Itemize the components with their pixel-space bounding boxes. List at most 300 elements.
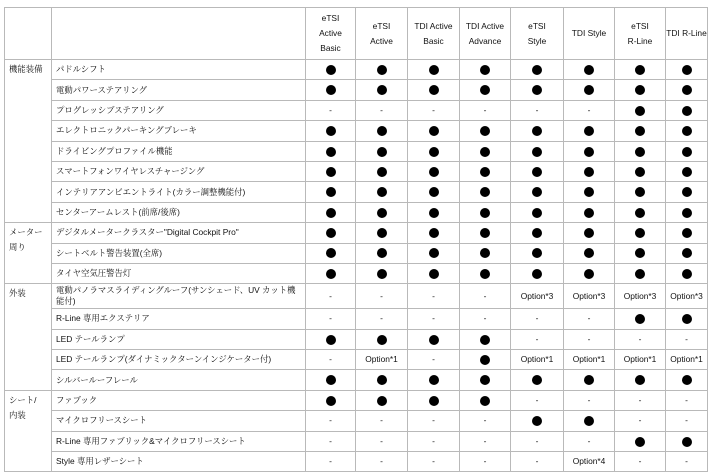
availability-cell <box>564 370 615 390</box>
not-available-cell <box>615 390 666 410</box>
not-available-cell <box>460 431 511 451</box>
table-row <box>5 370 708 390</box>
not-available-cell <box>511 329 564 349</box>
table-row <box>5 243 708 263</box>
standard-dot-icon <box>635 65 645 75</box>
option-text: Option*3 <box>670 290 703 301</box>
table-row <box>5 161 708 181</box>
standard-dot-icon <box>326 187 336 197</box>
option-cell <box>564 350 615 370</box>
standard-dot-icon <box>584 65 594 75</box>
standard-dot-icon <box>584 248 594 258</box>
column-header-3 <box>460 8 511 60</box>
dash-text: - <box>535 333 539 344</box>
availability-cell <box>615 121 666 141</box>
feature-name-cell: センターアームレスト(前席/後席) <box>52 202 306 222</box>
option-text: Option*1 <box>365 354 398 365</box>
standard-dot-icon <box>635 314 645 324</box>
option-text: Option*1 <box>670 354 703 365</box>
standard-dot-icon <box>532 85 542 95</box>
dash-text: - <box>380 456 383 467</box>
standard-dot-icon <box>532 375 542 385</box>
not-available-cell <box>460 452 511 472</box>
availability-cell <box>615 263 666 283</box>
standard-dot-icon <box>429 85 439 95</box>
dash-text: - <box>380 313 383 324</box>
availability-cell <box>356 121 408 141</box>
availability-cell <box>408 223 460 243</box>
availability-cell <box>564 411 615 431</box>
column-header-line: Advance <box>468 35 502 46</box>
availability-cell <box>666 161 708 181</box>
dash-text: - <box>638 333 642 344</box>
standard-dot-icon <box>429 147 439 157</box>
option-cell <box>666 350 708 370</box>
standard-dot-icon <box>326 335 336 345</box>
not-available-cell <box>408 411 460 431</box>
not-available-cell <box>356 411 408 431</box>
not-available-cell <box>511 309 564 329</box>
dash-text: - <box>587 313 591 324</box>
availability-cell <box>666 223 708 243</box>
option-cell <box>666 284 708 309</box>
standard-dot-icon <box>584 167 594 177</box>
availability-cell <box>666 100 708 120</box>
availability-cell <box>511 121 564 141</box>
not-available-cell <box>408 350 460 370</box>
availability-cell <box>306 121 356 141</box>
column-header-line: TDI Active <box>465 20 505 31</box>
availability-cell <box>460 370 511 390</box>
standard-dot-icon <box>682 85 692 95</box>
availability-cell <box>564 80 615 100</box>
column-header-6 <box>615 8 666 60</box>
availability-cell <box>408 121 460 141</box>
column-header-line: eTSI <box>631 20 649 31</box>
not-available-cell <box>615 329 666 349</box>
standard-dot-icon <box>532 416 542 426</box>
dash-text: - <box>535 104 539 115</box>
table-row <box>5 350 708 370</box>
not-available-cell <box>666 390 708 410</box>
availability-cell <box>356 370 408 390</box>
availability-cell <box>408 141 460 161</box>
availability-cell <box>460 80 511 100</box>
standard-dot-icon <box>682 208 692 218</box>
not-available-cell <box>306 431 356 451</box>
feature-name-cell: ファブック <box>52 390 306 410</box>
feature-name-cell: タイヤ空気圧警告灯 <box>52 263 306 283</box>
not-available-cell <box>408 309 460 329</box>
standard-dot-icon <box>480 248 490 258</box>
standard-dot-icon <box>682 437 692 447</box>
column-header-line: Basic <box>320 43 341 53</box>
availability-cell <box>511 182 564 202</box>
availability-cell <box>408 161 460 181</box>
availability-cell <box>356 329 408 349</box>
standard-dot-icon <box>635 85 645 95</box>
availability-cell <box>460 161 511 181</box>
standard-dot-icon <box>635 208 645 218</box>
availability-cell <box>408 263 460 283</box>
standard-dot-icon <box>532 187 542 197</box>
dash-text: - <box>535 313 539 324</box>
dash-text: - <box>432 290 435 301</box>
availability-cell <box>615 370 666 390</box>
feature-name-cell: デジタルメータークラスター"Digital Cockpit Pro" <box>52 223 306 243</box>
standard-dot-icon <box>326 147 336 157</box>
availability-cell <box>615 161 666 181</box>
standard-dot-icon <box>326 126 336 136</box>
standard-dot-icon <box>682 248 692 258</box>
not-available-cell <box>408 452 460 472</box>
dash-text: - <box>432 104 435 115</box>
standard-dot-icon <box>682 106 692 116</box>
column-header-2 <box>408 8 460 60</box>
not-available-cell <box>615 452 666 472</box>
availability-cell <box>615 243 666 263</box>
feature-name-cell: R-Line 専用エクステリア <box>52 309 306 329</box>
standard-dot-icon <box>584 126 594 136</box>
standard-dot-icon <box>480 335 490 345</box>
not-available-cell <box>460 309 511 329</box>
dash-text: - <box>483 290 487 301</box>
standard-dot-icon <box>429 396 439 406</box>
feature-name-cell: シルバールーフレール <box>52 370 306 390</box>
column-header-line: eTSI <box>372 20 391 31</box>
standard-dot-icon <box>326 208 336 218</box>
availability-cell <box>666 60 708 80</box>
option-cell <box>615 284 666 309</box>
standard-dot-icon <box>377 167 387 177</box>
standard-dot-icon <box>682 314 692 324</box>
availability-cell <box>564 223 615 243</box>
availability-cell <box>564 202 615 222</box>
not-available-cell <box>306 100 356 120</box>
option-cell <box>356 350 408 370</box>
standard-dot-icon <box>635 147 645 157</box>
dash-text: - <box>483 456 487 467</box>
feature-name-cell: 電動パワーステアリング <box>52 80 306 100</box>
feature-name-cell: シートベルト警告装置(全席) <box>52 243 306 263</box>
table-row <box>5 431 708 451</box>
standard-dot-icon <box>635 106 645 116</box>
standard-dot-icon <box>326 65 336 75</box>
dash-text: - <box>380 290 383 301</box>
option-cell <box>511 350 564 370</box>
availability-cell <box>356 182 408 202</box>
feature-name-cell: LED テールランプ <box>52 329 306 349</box>
not-available-cell <box>356 431 408 451</box>
availability-cell <box>460 121 511 141</box>
not-available-cell <box>511 100 564 120</box>
standard-dot-icon <box>480 65 490 75</box>
standard-dot-icon <box>480 269 490 279</box>
category-cell: 外装 <box>5 284 52 391</box>
dash-text: - <box>483 104 487 115</box>
availability-cell <box>460 182 511 202</box>
table-row <box>5 182 708 202</box>
standard-dot-icon <box>480 208 490 218</box>
column-header-7 <box>666 8 708 60</box>
standard-dot-icon <box>377 248 387 258</box>
standard-dot-icon <box>429 248 439 258</box>
not-available-cell <box>306 411 356 431</box>
availability-cell <box>356 141 408 161</box>
dash-text: - <box>685 333 688 344</box>
availability-cell <box>460 350 511 370</box>
option-text: Option*1 <box>623 354 657 365</box>
standard-dot-icon <box>682 65 692 75</box>
standard-dot-icon <box>584 187 594 197</box>
standard-dot-icon <box>532 208 542 218</box>
availability-cell <box>356 243 408 263</box>
feature-name-cell: インテリアアンビエントライト(カラー調整機能付) <box>52 182 306 202</box>
availability-cell <box>511 161 564 181</box>
column-header-line: TDI R-Line <box>666 28 707 38</box>
standard-dot-icon <box>532 147 542 157</box>
standard-dot-icon <box>377 396 387 406</box>
dash-text: - <box>432 313 435 324</box>
standard-dot-icon <box>584 269 594 279</box>
availability-cell <box>666 141 708 161</box>
dash-text: - <box>329 290 332 301</box>
availability-cell <box>460 141 511 161</box>
standard-dot-icon <box>480 126 490 136</box>
dash-text: - <box>638 415 642 426</box>
standard-dot-icon <box>429 187 439 197</box>
availability-cell <box>615 202 666 222</box>
standard-dot-icon <box>532 167 542 177</box>
standard-dot-icon <box>532 228 542 238</box>
dash-text: - <box>483 415 487 426</box>
availability-cell <box>460 202 511 222</box>
standard-dot-icon <box>682 147 692 157</box>
table-row <box>5 284 708 309</box>
dash-text: - <box>535 435 539 446</box>
column-header-4 <box>511 8 564 60</box>
standard-dot-icon <box>480 147 490 157</box>
availability-cell <box>564 141 615 161</box>
table-row <box>5 329 708 349</box>
availability-cell <box>356 263 408 283</box>
availability-cell <box>564 161 615 181</box>
table-row <box>5 202 708 222</box>
standard-dot-icon <box>377 228 387 238</box>
availability-cell <box>408 80 460 100</box>
availability-cell <box>356 161 408 181</box>
option-cell <box>564 284 615 309</box>
table-row <box>5 223 708 243</box>
standard-dot-icon <box>584 147 594 157</box>
not-available-cell <box>460 411 511 431</box>
availability-cell <box>615 309 666 329</box>
corner-cell <box>5 8 52 60</box>
feature-name-cell: プログレッシブステアリング <box>52 100 306 120</box>
not-available-cell <box>306 452 356 472</box>
dash-text: - <box>380 435 383 446</box>
standard-dot-icon <box>377 335 387 345</box>
availability-cell <box>460 60 511 80</box>
standard-dot-icon <box>682 269 692 279</box>
standard-dot-icon <box>635 167 645 177</box>
feature-name-cell: 電動パノラマスライディングルーフ(サンシェード、UV カット機能付) <box>52 284 306 309</box>
category-cell: シート/ 内装 <box>5 390 52 472</box>
dash-text: - <box>329 104 332 115</box>
standard-dot-icon <box>429 167 439 177</box>
availability-cell <box>356 80 408 100</box>
standard-dot-icon <box>532 126 542 136</box>
not-available-cell <box>356 100 408 120</box>
standard-dot-icon <box>635 228 645 238</box>
not-available-cell <box>511 452 564 472</box>
not-available-cell <box>511 390 564 410</box>
availability-cell <box>306 329 356 349</box>
availability-cell <box>460 390 511 410</box>
dash-text: - <box>432 456 435 467</box>
availability-cell <box>408 370 460 390</box>
table-row <box>5 452 708 472</box>
category-cell: メーター 周り <box>5 223 52 284</box>
dash-text: - <box>380 104 383 115</box>
availability-cell <box>460 223 511 243</box>
availability-cell <box>511 370 564 390</box>
availability-cell <box>408 243 460 263</box>
dash-text: - <box>685 395 688 406</box>
standard-dot-icon <box>429 335 439 345</box>
standard-dot-icon <box>377 208 387 218</box>
table-row <box>5 60 708 80</box>
availability-cell <box>408 60 460 80</box>
not-available-cell <box>356 309 408 329</box>
dash-text: - <box>587 104 591 115</box>
standard-dot-icon <box>377 85 387 95</box>
option-text: Option*1 <box>572 354 606 365</box>
option-text: Option*3 <box>520 290 554 301</box>
column-header-line: R-Line <box>627 35 653 46</box>
dash-text: - <box>329 456 332 467</box>
option-cell <box>564 452 615 472</box>
feature-name-cell: Style 専用レザーシート <box>52 452 306 472</box>
availability-cell <box>564 121 615 141</box>
availability-cell <box>511 263 564 283</box>
availability-cell <box>356 390 408 410</box>
table-row <box>5 309 708 329</box>
standard-dot-icon <box>584 85 594 95</box>
feature-header-cell <box>52 8 306 60</box>
availability-cell <box>511 243 564 263</box>
dash-text: - <box>483 435 487 446</box>
standard-dot-icon <box>480 167 490 177</box>
availability-cell <box>564 243 615 263</box>
option-text: Option*3 <box>572 290 606 301</box>
standard-dot-icon <box>377 65 387 75</box>
table-row <box>5 390 708 410</box>
standard-dot-icon <box>377 147 387 157</box>
availability-cell <box>666 121 708 141</box>
feature-name-cell: マイクロフリースシート <box>52 411 306 431</box>
not-available-cell <box>666 452 708 472</box>
standard-dot-icon <box>480 228 490 238</box>
not-available-cell <box>460 100 511 120</box>
dash-text: - <box>587 395 591 406</box>
table-row <box>5 121 708 141</box>
availability-cell <box>306 141 356 161</box>
dash-text: - <box>329 435 332 446</box>
availability-cell <box>666 243 708 263</box>
column-header-line: Style <box>527 35 547 46</box>
option-text: Option*3 <box>623 290 657 301</box>
column-header-1 <box>356 8 408 60</box>
table-row <box>5 141 708 161</box>
standard-dot-icon <box>682 126 692 136</box>
feature-name-cell: スマートフォンワイヤレスチャージング <box>52 161 306 181</box>
not-available-cell <box>564 390 615 410</box>
standard-dot-icon <box>429 375 439 385</box>
column-header-line: eTSI <box>528 20 546 31</box>
dash-text: - <box>587 333 591 344</box>
dash-text: - <box>483 313 487 324</box>
dash-text: - <box>535 395 539 406</box>
availability-cell <box>306 202 356 222</box>
dash-text: - <box>329 354 332 365</box>
not-available-cell <box>511 431 564 451</box>
option-cell <box>511 284 564 309</box>
availability-cell <box>666 202 708 222</box>
availability-cell <box>666 370 708 390</box>
column-header-line: TDI Active <box>414 20 453 31</box>
availability-cell <box>615 80 666 100</box>
not-available-cell <box>564 431 615 451</box>
dash-text: - <box>432 435 435 446</box>
standard-dot-icon <box>584 228 594 238</box>
not-available-cell <box>615 411 666 431</box>
not-available-cell <box>666 329 708 349</box>
availability-cell <box>306 80 356 100</box>
standard-dot-icon <box>326 248 336 258</box>
standard-dot-icon <box>480 85 490 95</box>
standard-dot-icon <box>682 375 692 385</box>
dash-text: - <box>685 456 688 467</box>
availability-cell <box>511 411 564 431</box>
standard-dot-icon <box>377 269 387 279</box>
feature-name-cell: ドライビングプロファイル機能 <box>52 141 306 161</box>
standard-dot-icon <box>635 248 645 258</box>
standard-dot-icon <box>682 167 692 177</box>
standard-dot-icon <box>480 396 490 406</box>
availability-cell <box>564 60 615 80</box>
availability-cell <box>306 243 356 263</box>
not-available-cell <box>564 329 615 349</box>
standard-dot-icon <box>635 437 645 447</box>
availability-cell <box>460 263 511 283</box>
column-header-5 <box>564 8 615 60</box>
standard-dot-icon <box>429 208 439 218</box>
standard-dot-icon <box>635 126 645 136</box>
availability-cell <box>306 182 356 202</box>
standard-dot-icon <box>429 126 439 136</box>
dash-text: - <box>380 415 383 426</box>
table-row <box>5 411 708 431</box>
dash-text: - <box>685 415 688 426</box>
not-available-cell <box>306 284 356 309</box>
option-text: Option*4 <box>572 456 606 467</box>
feature-name-cell: R-Line 専用ファブリック&マイクロフリースシート <box>52 431 306 451</box>
column-header-0 <box>306 8 356 60</box>
not-available-cell <box>306 309 356 329</box>
availability-cell <box>666 309 708 329</box>
availability-cell <box>306 390 356 410</box>
